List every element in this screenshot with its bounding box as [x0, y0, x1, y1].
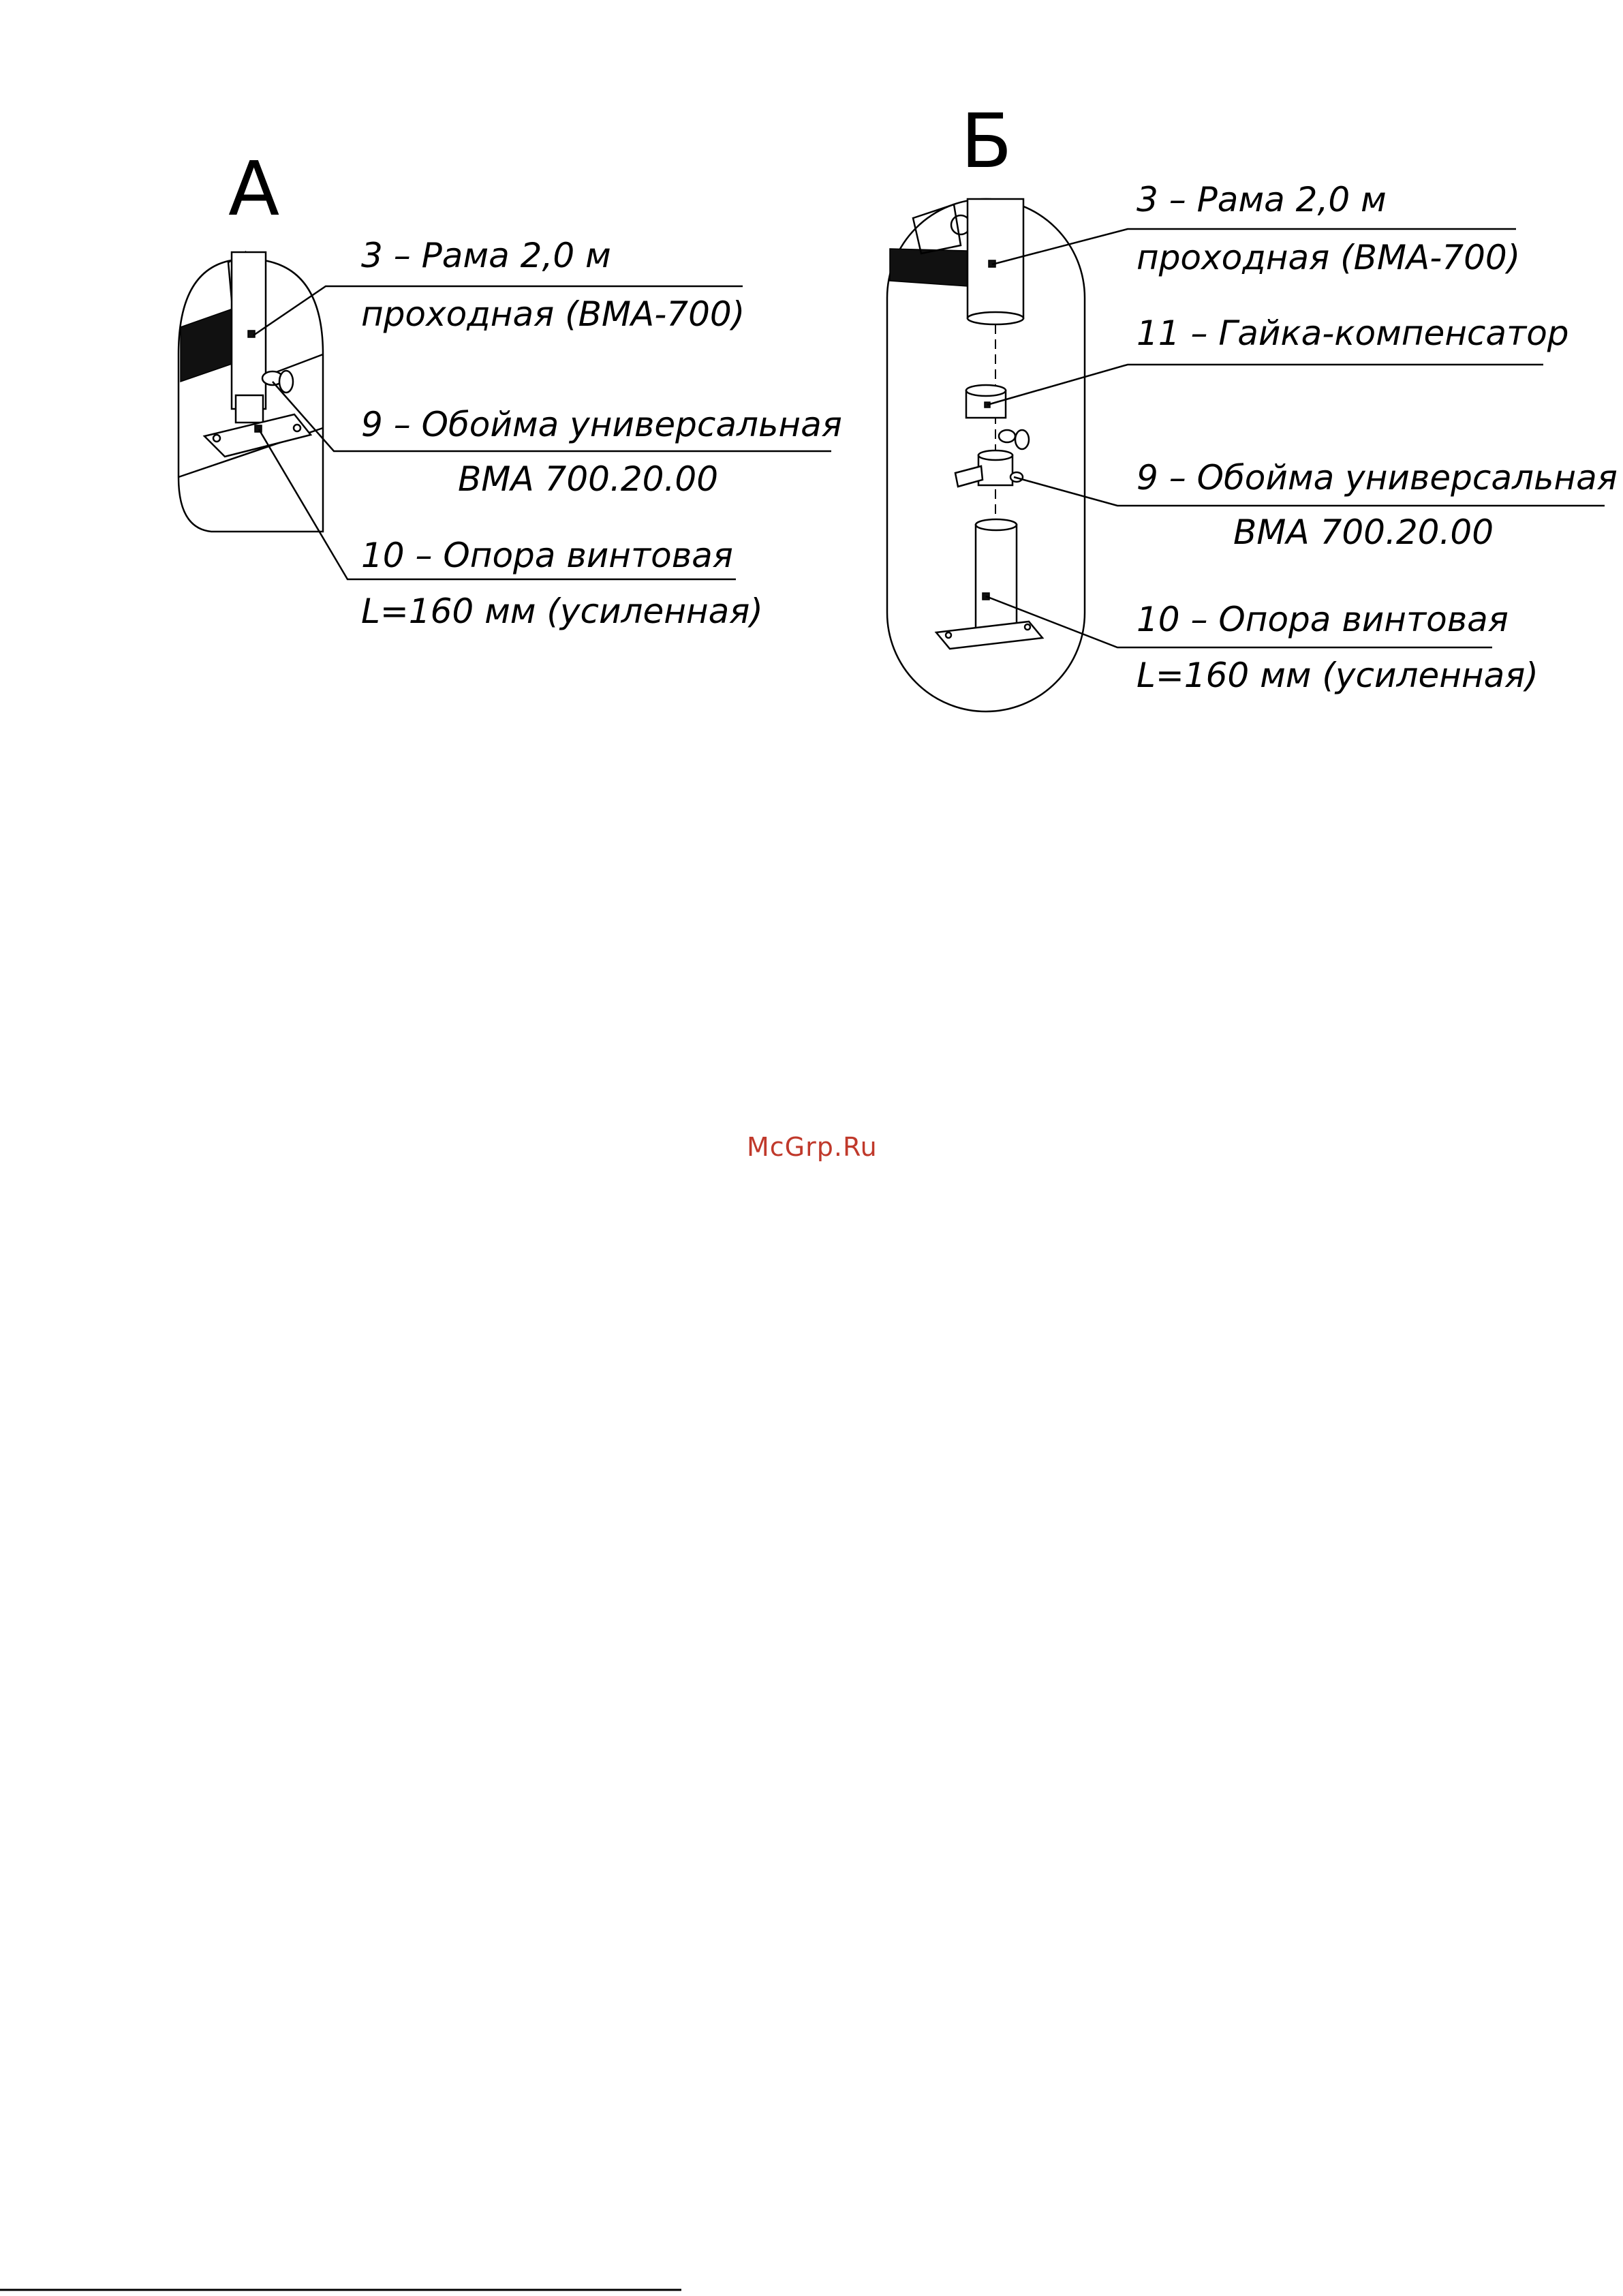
diagram-b-clamp-label-line1: 9 – Обойма универсальная: [1137, 458, 1618, 498]
diagram-b-screw-jack: [936, 519, 1042, 649]
diagram-b: [887, 97, 1618, 711]
diagram-b-jack-label-line1: 10 – Опора винтовая: [1137, 600, 1509, 639]
diagram-a-frame-label-line1: 3 – Рама 2,0 м: [361, 236, 611, 275]
diagram-b-jack-label-line2: L=160 мм (усиленная): [1137, 656, 1539, 695]
diagram-a-clamp-label-line1: 9 – Обойма универсальная: [361, 405, 842, 444]
diagram-b-leader-lines: [986, 229, 1605, 647]
diagram-a: [179, 145, 842, 631]
diagram-b-nut-label: 11 – Гайка-компенсатор: [1137, 313, 1569, 353]
diagram-a-frame-label-line2: проходная (ВМА-700): [361, 294, 745, 334]
diagram-b-frame-label-line1: 3 – Рама 2,0 м: [1137, 180, 1387, 219]
diagram-a-jack-label-line2: L=160 мм (усиленная): [361, 592, 763, 631]
diagram-a-jack-label-line1: 10 – Опора винтовая: [361, 536, 733, 575]
diagram-b-frame-post: [968, 199, 1023, 324]
diagram-a-heading: А: [228, 145, 280, 232]
diagram-b-heading: Б: [961, 97, 1013, 185]
diagram-b-clamp-label-line2: ВМА 700.20.00: [1233, 512, 1494, 552]
diagram-a-clamp-label-line2: ВМА 700.20.00: [458, 459, 719, 499]
diagram-b-frame-label-line2: проходная (ВМА-700): [1137, 238, 1521, 277]
watermark: McGrp.Ru: [747, 1132, 878, 1162]
